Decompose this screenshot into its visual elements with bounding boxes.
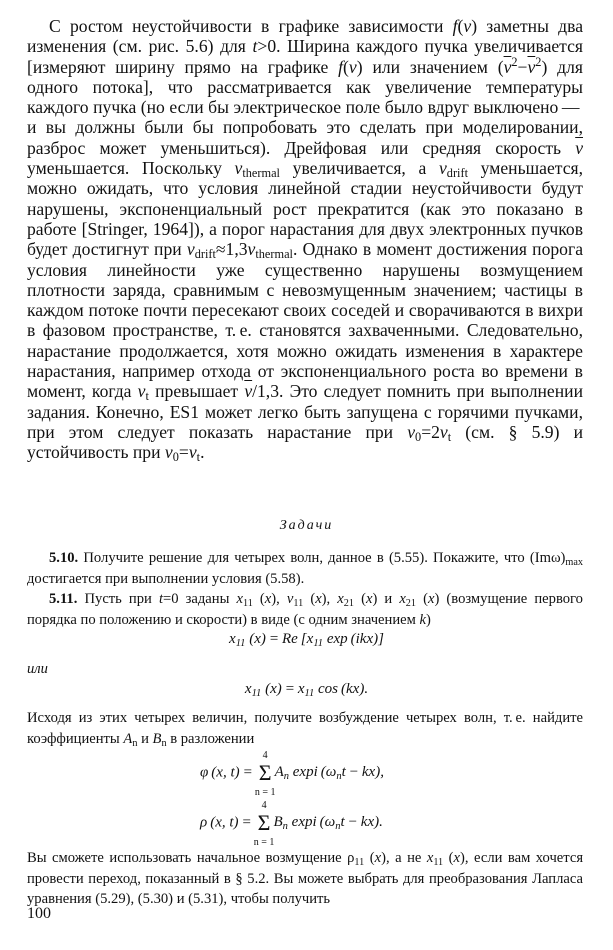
paragraph-find-coefficients: Исходя из этих четырех величин, получите возбуждение четырех волн, т. е. найдите коэффициенты $A_n$ и $B_n$ в разложении xyxy=(27,710,583,749)
or-word: или xyxy=(27,661,48,677)
formula-rho-sum xyxy=(200,800,383,848)
paragraph-initial-perturbation: Вы сможете использовать начальное возмущение $\rho_{11}$ (x), а не $x_{11}$ (x), если вам хочется провести переход, показанный в § 5.2. Вы можете выбрать для преобразования Лапласа уравнения (5.29), (5.30) и (5.31), чтобы получить xyxy=(27,850,584,907)
formula-phi-right: $A_n$ expi $(\omega_nt - kx)$, xyxy=(274,764,384,783)
formula-re-exp: $x_{11}$ (x) = Re [$x_{11}$ exp (ikx)] xyxy=(229,631,384,649)
formula-rho-right: $B_n$ expi $(\omega_nt - kx)$. xyxy=(273,814,383,833)
problem-number: 5.10. xyxy=(49,550,79,566)
problem-5-10 xyxy=(27,548,583,589)
formula-rho-left: ρ (x, t) = xyxy=(200,814,255,831)
formula-phi-sum xyxy=(200,750,384,798)
sigma-symbol: 4 Σ n = 1 xyxy=(253,800,275,848)
main-paragraph xyxy=(27,16,583,463)
section-heading-problems: Задачи xyxy=(279,518,334,533)
page-number: 100 xyxy=(27,905,51,922)
problem-text: Пусть при t=0 заданы $x_{11}$ (x), $v_{11}$ (x), $x_{21}$ (x) и $x_{21}$ (x) (возмущение первого порядка по положению и скорости) в виде (с одним значением k) xyxy=(27,591,583,628)
problem-number: 5.11. xyxy=(49,591,78,607)
problem-5-11 xyxy=(27,589,583,630)
formula-cos: $x_{11}$ $(x) = x_{11}$ cos (kx). xyxy=(244,681,369,699)
formula-phi-left: φ (x, t) = xyxy=(200,764,256,781)
problem-text: Получите решение для четырех волн, данное в (5.55). Покажите, что $(Im\omega)_{max}$ достигается при выполнении условия (5.58). xyxy=(27,550,583,587)
paragraph-instability: С ростом неустойчивости в графике зависимости f(v) заметны два изменения (см. рис. 5.6) для t>0. Ширина каждого пучка увеличивается [измеряют ширину прямо на графике f(v) или значением $(\overline{v}^2-\overline{v}^2)$ для одного потока], что рассматривается как увеличение температуры каждого пучка (но если бы электрическое поле было вдруг выключено — и вы должны были бы попробовать это сделать при моделировании, разброс может уменьшиться). Дрейфовая или средняя скорость $\overline{v}$ уменьшается. Поскольку $v_{thermal}$ увеличивается, а $v_{drift}$ уменьшается, можно ожидать, что условия линейной стадии неустойчивости будут нарушены, экспоненциальный рост прекратится (как это показано в работе [Stringer, 1964]), а порог нарастания для двух электронных пучков будет достигнут при $v_{drift}\approx 1,3v_{thermal}$. Однако в момент достижения порога условия линейности уже существенно нарушены возмущением плотности заряда, сравнимым с невозмущенным значением; частицы в каждом потоке почти пересекают своих соседей и сворачиваются в вихри в фазовом пространстве, т. е. становятся захваченными. Следовательно, нарастание продолжается, хотя можно ожидать изменения в характере нарастания, например отхода от экспоненциального роста во времени в момент, когда $v_t$ превышает $\overline{v}/1,3$. Это следует помнить при выполнении задания. Конечно, ES1 может легко быть запущена с горячими пучками, при этом следует показать нарастание при $v_0=2v_t$ (см. § 5.9) и устойчивость при $v_0=v_t$. xyxy=(27,16,584,465)
sigma-symbol: 4 Σ n = 1 xyxy=(254,750,276,798)
